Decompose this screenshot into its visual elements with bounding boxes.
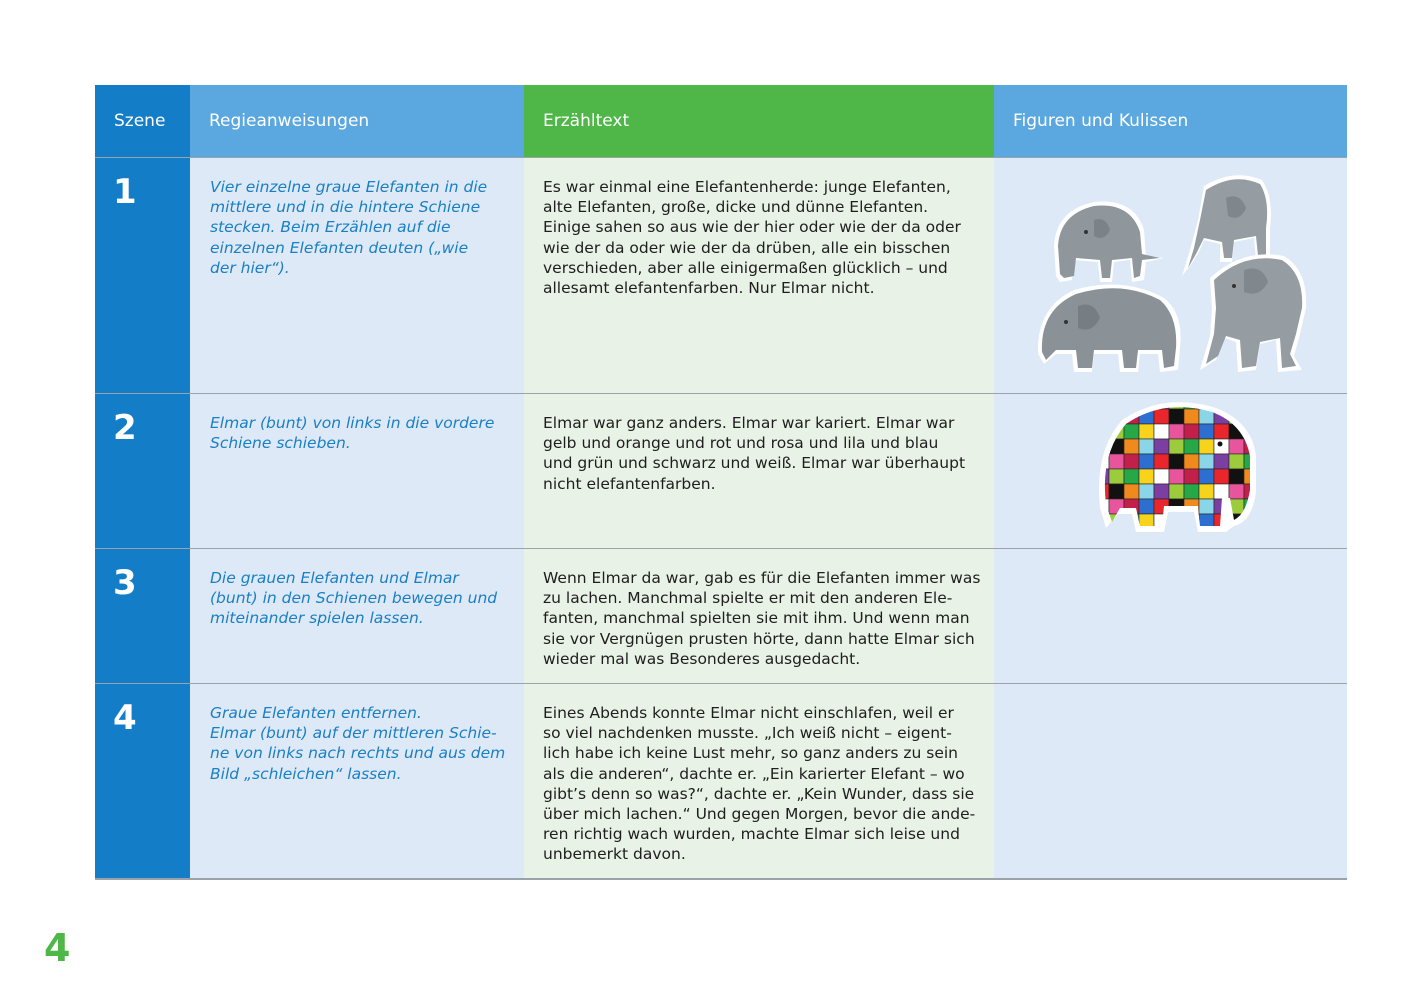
narration-line: Einige sahen so aus wie der hier oder wie der da oder (543, 218, 961, 237)
patch-square (1154, 439, 1169, 454)
directions-line: Bild „schleichen“ lassen. (210, 764, 402, 783)
patch-square (1139, 439, 1154, 454)
patch-square (1184, 424, 1199, 439)
patch-square (1214, 439, 1229, 454)
patch-square (1244, 394, 1259, 409)
patch-square (1184, 484, 1199, 499)
narration-line: und grün und schwarz und weiß. Elmar war überhaupt (543, 454, 966, 473)
patch-square (1154, 424, 1169, 439)
narration-line: wie der da oder wie der da drüben, alle ein bisschen (543, 238, 951, 257)
narration-line: nicht elefantenfarben. (543, 474, 716, 493)
stage-directions (190, 684, 524, 878)
figures-cell (994, 684, 1347, 878)
page-number: 4 (44, 926, 71, 970)
narration-line: Elmar war ganz anders. Elmar war kariert. Elmar war (543, 414, 955, 432)
patch-square (1094, 394, 1109, 409)
scene-number: 3 (95, 549, 190, 683)
narration-line: über mich lachen.“ Und gegen Morgen, bevor die ande- (543, 805, 976, 824)
patch-square (1184, 469, 1199, 484)
patch-square (1094, 529, 1109, 544)
narration-line: allesamt elefantenfarben. Nur Elmar nicht. (543, 279, 875, 298)
figures-cell (994, 158, 1347, 393)
stage-directions (190, 394, 524, 548)
directions-line: Elmar (bunt) auf der mittleren Schie- (210, 724, 497, 743)
narration-line: wieder mal was Besonderes ausgedacht. (543, 649, 861, 668)
patch-square (1124, 394, 1139, 409)
narration-line: gibt’s denn so was?“, dachte er. „Kein Wunder, dass sie (543, 784, 975, 803)
table-row (95, 548, 1347, 683)
patch-square (1169, 529, 1184, 544)
patch-square (1169, 424, 1184, 439)
directions-line: mittlere und in die hintere Schiene (210, 198, 481, 217)
narration-line: lich habe ich keine Lust mehr, so ganz anders zu sein (543, 744, 959, 763)
narration-text (524, 158, 994, 393)
narration-line: Eines Abends konnte Elmar nicht einschlafen, weil er (543, 704, 954, 722)
patch-square (1169, 514, 1184, 529)
narration-text (524, 684, 994, 878)
patch-square (1124, 424, 1139, 439)
directions-line: Die grauen Elefanten und Elmar (210, 569, 459, 587)
patch-square (1199, 469, 1214, 484)
narration-text (524, 549, 994, 683)
patch-square (1154, 409, 1169, 424)
scene-table (95, 85, 1347, 880)
narration-line: alte Elefanten, große, dicke und dünne Elefanten. (543, 198, 929, 217)
patch-square (1184, 529, 1199, 544)
patch-square (1214, 394, 1229, 409)
patch-square (1139, 499, 1154, 514)
grey-elephants-image (994, 158, 1347, 393)
patch-square (1229, 484, 1244, 499)
patch-square (1199, 484, 1214, 499)
patch-square (1199, 499, 1214, 514)
patch-square (1229, 439, 1244, 454)
directions-line: (bunt) in den Schienen bewegen und (210, 589, 498, 608)
scene-number: 2 (95, 394, 190, 548)
narration-line: ren richtig wach wurden, machte Elmar sich leise und (543, 825, 960, 844)
patch-square (1199, 439, 1214, 454)
patch-square (1169, 454, 1184, 469)
patch-square (1184, 454, 1199, 469)
grey-elephant-icon (1054, 202, 1164, 282)
patch-square (1199, 454, 1214, 469)
directions-line: der hier“). (210, 258, 290, 277)
patch-square (1109, 484, 1124, 499)
patch-square (1244, 409, 1259, 424)
narration-line: gelb und orange und rot und rosa und lila und blau (543, 434, 939, 453)
header-scene: Szene (95, 85, 190, 157)
patch-square (1109, 529, 1124, 544)
narration-line: unbemerkt davon. (543, 845, 686, 864)
patch-square (1139, 424, 1154, 439)
patch-square (1139, 454, 1154, 469)
figures-cell (994, 394, 1347, 548)
grey-elephant-icon (1038, 285, 1181, 372)
patch-square (1214, 484, 1229, 499)
directions-line: Vier einzelne graue Elefanten in die (210, 178, 488, 196)
narration-line: Wenn Elmar da war, gab es für die Elefanten immer was (543, 569, 981, 587)
directions-line: stecken. Beim Erzählen auf die (210, 218, 451, 237)
table-header (95, 85, 1347, 157)
patch-square (1184, 439, 1199, 454)
patch-square (1169, 409, 1184, 424)
narration-text (524, 394, 994, 548)
patch-square (1244, 529, 1259, 544)
narration-line: verschieden, aber alle einigermaßen glücklich – und (543, 258, 948, 277)
header-directions: Regieanweisungen (190, 85, 524, 157)
stage-directions (190, 158, 524, 393)
narration-line: Es war einmal eine Elefantenherde: junge Elefanten, (543, 178, 951, 196)
directions-line: Elmar (bunt) von links in die vordere (210, 414, 495, 432)
patch-square (1214, 454, 1229, 469)
patch-square (1214, 424, 1229, 439)
figures-cell (994, 549, 1347, 683)
patch-square (1199, 424, 1214, 439)
narration-line: als die anderen“, dachte er. „Ein karierter Elefant – wo (543, 764, 965, 783)
header-narration: Erzähltext (524, 85, 994, 157)
table-row (95, 393, 1347, 548)
patch-square (1139, 484, 1154, 499)
directions-line: Graue Elefanten entfernen. (210, 704, 422, 722)
patch-square (1229, 394, 1244, 409)
patch-square (1124, 469, 1139, 484)
narration-line: fanten, manchmal spielten sie mit ihm. Und wenn man (543, 609, 970, 628)
patch-square (1154, 484, 1169, 499)
grey-elephant-icon (1200, 254, 1306, 372)
patch-square (1229, 454, 1244, 469)
patch-square (1109, 454, 1124, 469)
patch-square (1094, 424, 1109, 439)
patch-square (1214, 469, 1229, 484)
narration-line: so viel nachdenken musste. „Ich weiß nicht – eigent- (543, 724, 952, 743)
narration-line: sie vor Vergnügen prusten hörte, dann hatte Elmar sich (543, 629, 975, 648)
patch-square (1229, 529, 1244, 544)
patch-square (1109, 469, 1124, 484)
patch-square (1154, 469, 1169, 484)
stage-directions (190, 549, 524, 683)
header-figures: Figuren und Kulissen (994, 85, 1347, 157)
patch-square (1154, 454, 1169, 469)
patch-square (1124, 484, 1139, 499)
patch-square (1184, 409, 1199, 424)
patch-square (1139, 469, 1154, 484)
patch-square (1124, 454, 1139, 469)
table-row (95, 683, 1347, 878)
patch-square (1229, 469, 1244, 484)
patch-square (1169, 469, 1184, 484)
table-row (95, 157, 1347, 393)
patchwork-elephant-image (994, 394, 1347, 548)
directions-line: Schiene schieben. (210, 434, 351, 453)
scene-number: 1 (95, 158, 190, 393)
directions-line: einzelnen Elefanten deuten („wie (210, 238, 469, 257)
patch-square (1169, 484, 1184, 499)
patch-square (1124, 439, 1139, 454)
patch-square (1109, 394, 1124, 409)
patch-square (1169, 439, 1184, 454)
directions-line: miteinander spielen lassen. (210, 609, 424, 628)
patch-square (1094, 409, 1109, 424)
scene-number: 4 (95, 684, 190, 878)
directions-line: ne von links nach rechts und aus dem (210, 744, 506, 763)
narration-line: zu lachen. Manchmal spielte er mit den anderen Ele- (543, 589, 953, 608)
